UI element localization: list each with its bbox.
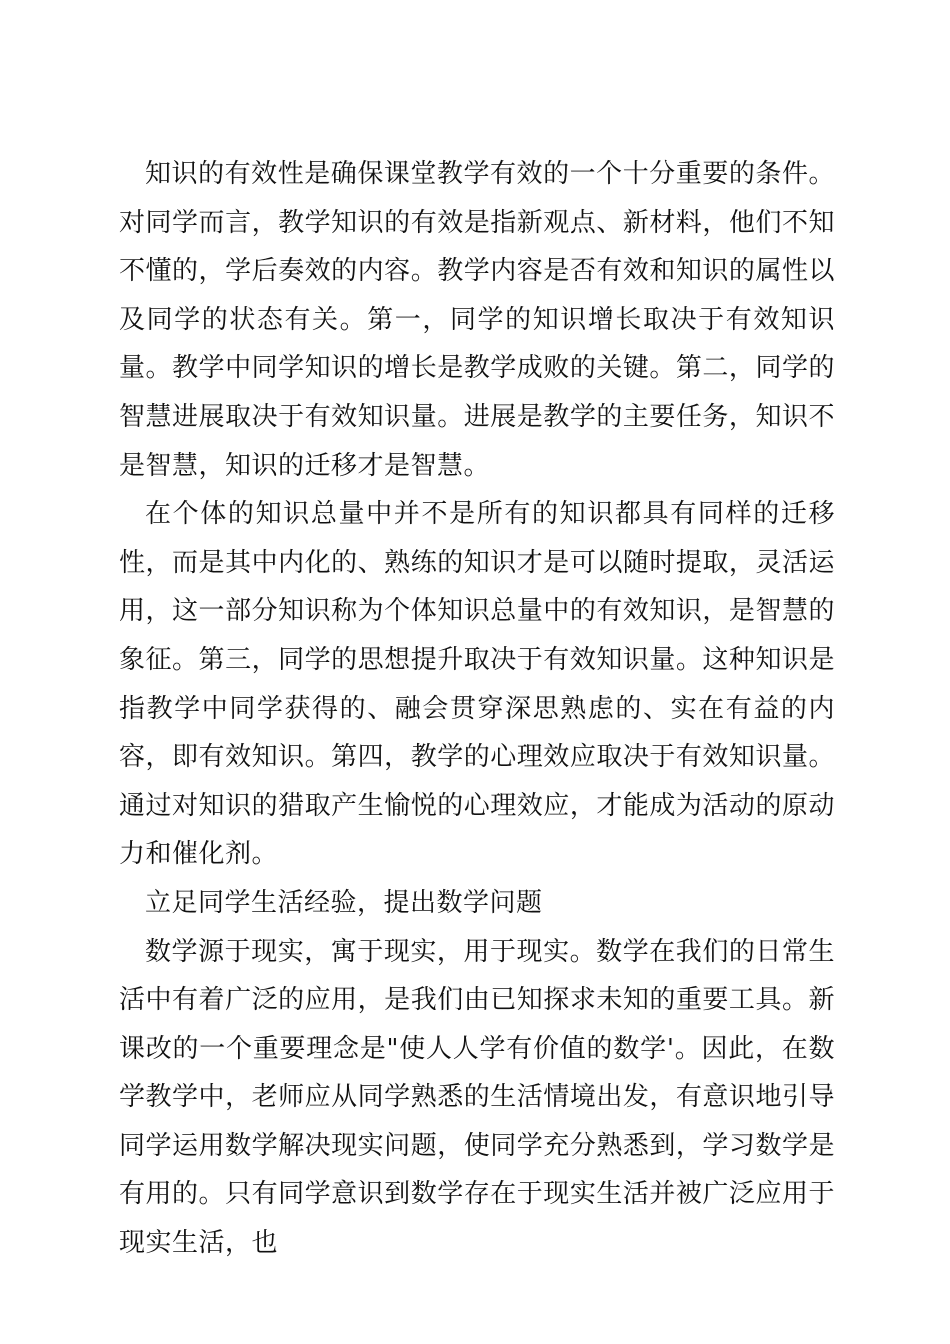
paragraph-math-reality: 数学源于现实，寓于现实，用于现实。数学在我们的日常生活中有着广泛的应用，是我们由已知探求未知的重要工具。新课改的一个重要理念是"使人人学有价值的数学'。因此，在数学教学中，老师应从同学熟悉的生活情境出发，有意识地引导同学运用数学解决现实问题，使同学充分熟悉到，学习数学是有用的。只有同学意识到数学存在于现实生活并被广泛应用于现实生活，也 (119, 936, 835, 1259)
section-heading: 立足同学生活经验，提出数学问题 (145, 887, 543, 918)
paragraph-individual-knowledge: 在个体的知识总量中并不是所有的知识都具有同样的迁移性，而是其中内化的、熟练的知识才是可以随时提取，灵活运用，这一部分知识称为个体知识总量中的有效知识，是智慧的象征。第三，同学的思想提升取决于有效知识量。这种知识是指教学中同学获得的、融会贯穿深思熟虑的、实在有益的内容，即有效知识。第四，教学的心理效应取决于有效知识量。通过对知识的猎取产生愉悦的心理效应，才能成为活动的原动力和催化剂。 (119, 499, 835, 870)
paragraph-effective-knowledge: 知识的有效性是确保课堂教学有效的一个十分重要的条件。对同学而言，教学知识的有效是指新观点、新材料，他们不知不懂的，学后奏效的内容。教学内容是否有效和知识的属性以及同学的状态有关。第一，同学的知识增长取决于有效知识量。教学中同学知识的增长是教学成败的关键。第二，同学的智慧进展取决于有效知识量。进展是教学的主要任务，知识不是智慧，知识的迁移才是智慧。 (119, 159, 835, 481)
document-body (119, 150, 835, 1268)
